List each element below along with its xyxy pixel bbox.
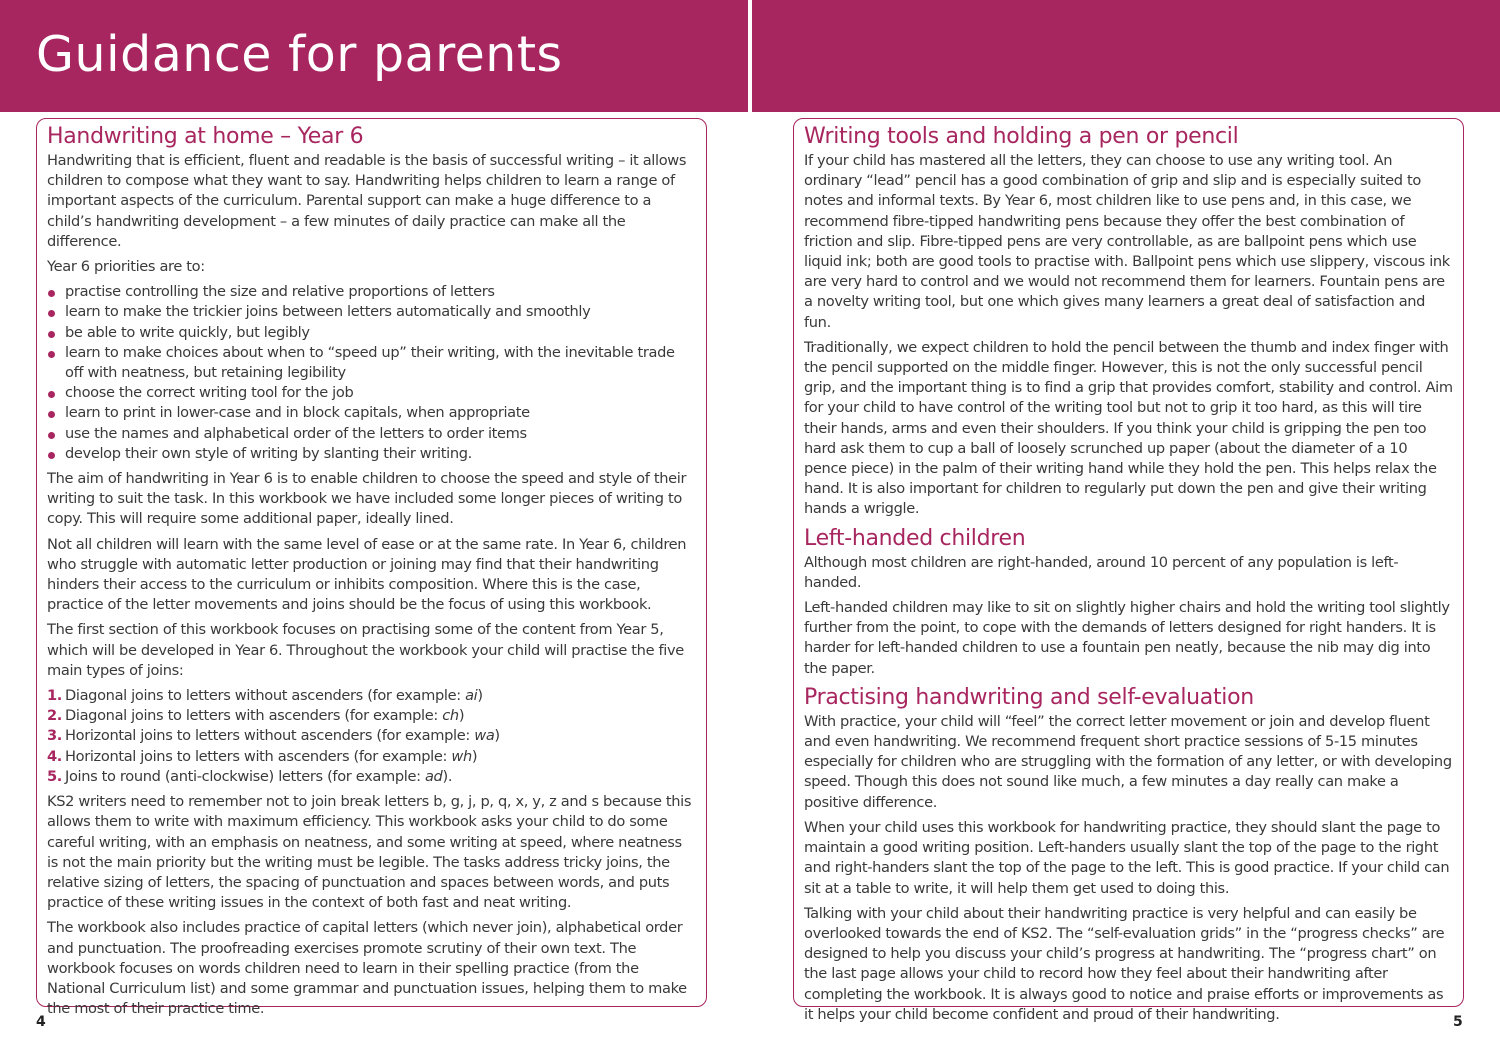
list-item: 3. Horizontal joins to letters without ascenders (for example: wa) [47, 726, 696, 746]
list-item: choose the correct writing tool for the job [47, 383, 696, 403]
right-panel [793, 118, 1464, 1023]
left-panel [36, 118, 707, 1018]
list-item: develop their own style of writing by slanting their writing. [47, 444, 696, 464]
practice-paragraph-2: When your child uses this workbook for handwriting practice, they should slant the page to maintain a good writing position. Left-handers usually slant the top of the page to the right and right-handers slant the top of the page to the left. This is good practice. If your child can sit at a table to write, it will help them get used to doing this. [804, 818, 1450, 897]
tools-heading: Writing tools and holding a pen or pencil [804, 124, 1239, 149]
practice-paragraph-1: With practice, your child will “feel” the correct letter movement or join and develop fluent and even handwriting. We recommend frequent short practice sessions of 5-15 minutes especially for children who are struggling with the formation of any letter, or with developing speed. Though this does not sound like much, a few minutes a day really can make a positive difference. [804, 712, 1452, 811]
left-handed-heading: Left-handed children [804, 525, 1026, 551]
ks2-paragraph: KS2 writers need to remember not to join break letters b, g, j, p, q, x, y, z and s because this allows them to write with maximum efficiency. This workbook asks your child to do some careful writing, with an emphasis on neatness, and some writing at speed, where neatness is not the main priority but the writing must be legible. The tasks address tricky joins, the relative sizing of letters, the spacing of punctuation and spaces between words, and puts practice of these writing issues in the context of both fast and neat writing. [47, 793, 692, 912]
page-title: Guidance for parents [36, 26, 563, 83]
list-item: 5. Joins to round (anti-clockwise) letters (for example: ad). [47, 767, 696, 787]
page-number-right: 5 [1453, 1014, 1463, 1030]
left-handed-paragraph-1: Although most children are right-handed, around 10 percent of any population is left-handed. [804, 553, 1399, 591]
practice-heading: Practising handwriting and self-evaluation [804, 684, 1254, 710]
left-handed-paragraph-2: Left-handed children may like to sit on slightly higher chairs and hold the writing tool slightly further from the point, to cope with the demands of letters designed for right handers. It is harder for left-handed children to use a fountain pen neatly, because the nib may dig into the paper. [804, 599, 1450, 677]
tools-paragraph-2: Traditionally, we expect children to hold the pencil between the thumb and index finger with the pencil supported on the middle finger. However, this is not the only successful pencil grip, and the important thing is to find a grip that provides comfort, stability and control. Aim for your child to have control of the writing tool but not to grip it too hard, as this will tire their hands, arms and even their shoulders. If you think your child is gripping the pen too hard ask them to cup a ball of loosely scrunched up paper (about the diameter of a 10 pence piece) in the palm of their writing hand while they hold the pen. This helps relax the hand. It is also important for children to regularly put down the pen and give their writing hands a wriggle. [804, 338, 1453, 518]
list-item: practise controlling the size and relative proportions of letters [47, 282, 696, 302]
header-banner-curve [0, 96, 1500, 118]
page-number-left: 4 [36, 1014, 46, 1030]
list-item: learn to make choices about when to “speed up” their writing, with the inevitable trade off with neatness, but retaining legibility [47, 343, 696, 383]
list-item: use the names and alphabetical order of the letters to order items [47, 424, 696, 444]
list-item: 4. Horizontal joins to letters with ascenders (for example: wh) [47, 747, 696, 767]
struggle-paragraph: Not all children will learn with the same level of ease or at the same rate. In Year 6, children who struggle with automatic letter production or joining may find that their handwriting hinders their access to the curriculum or inhibits composition. Where this is the case, practice of the letter movements and joins should be the focus of using this workbook. [47, 535, 687, 614]
tools-paragraph-1: If your child has mastered all the letters, they can choose to use any writing tool. An ordinary “lead” pencil has a good combination of grip and slip and is especially suited to notes and informal texts. By Year 6, most children like to use pens and, in this case, we recommend fibre-tipped handwriting pens because they offer the best combination of friction and slip. Fibre-tipped pens are very controllable, as are ballpoint pens which use liquid ink; both are good tools to practise with. Ballpoint pens which use slippery, viscous ink are very hard to control and we would not recommend them for learners. Fountain pens are a novelty writing tool, but one which gives many learners a great deal of satisfaction and fun. [804, 152, 1450, 331]
priorities-intro: Year 6 priorities are to: [47, 258, 205, 276]
aim-paragraph: The aim of handwriting in Year 6 is to enable children to choose the speed and style of their writing to suit the task. In this workbook we have included some longer pieces of writing to copy. This will require some additional paper, ideally lined. [47, 470, 687, 528]
list-item: be able to write quickly, but legibly [47, 323, 696, 343]
list-number: 5. [47, 767, 62, 785]
first-section-paragraph: The first section of this workbook focuses on practising some of the content from Year 5, which will be developed in Year 6. Throughout the workbook your child will practise the five main types of joins: [47, 621, 684, 679]
list-item: learn to print in lower-case and in block capitals, when appropriate [47, 403, 696, 423]
list-number: 4. [47, 747, 62, 765]
list-item: 2. Diagonal joins to letters with ascenders (for example: ch) [47, 706, 696, 726]
list-item: learn to make the trickier joins between letters automatically and smoothly [47, 302, 696, 322]
capitals-paragraph: The workbook also includes practice of capital letters (which never join), alphabetical order and punctuation. The proofreading exercises promote scrutiny of their own text. The workbook focuses on words children need to learn in their spelling practice (from the National Curriculum list) and some grammar and punctuation issues, helping them to make the most of their practice time. [47, 919, 687, 1018]
list-number: 1. [47, 687, 62, 705]
practice-paragraph-3: Talking with your child about their handwriting practice is very helpful and can easily be overlooked towards the end of KS2. The “self-evaluation grids” in the “progress checks” are designed to help you discuss your child’s progress at handwriting. The “progress chart” on the last page allows your child to record how they feel about their handwriting after completing the workbook. It is always good to notice and praise efforts or improvements as it helps your child become confident and proud of their handwriting. [804, 904, 1445, 1023]
list-item: 1. Diagonal joins to letters without ascenders (for example: ai) [47, 686, 696, 706]
intro-paragraph: Handwriting that is efficient, fluent and readable is the basis of successful writing – it allows children to compose what they want to say. Handwriting helps children to learn a range of important aspects of the curriculum. Parental support can make a huge difference to a child’s handwriting development – a few minutes of daily practice can make all the difference. [47, 152, 687, 250]
joins-list [47, 686, 696, 787]
list-number: 3. [47, 727, 62, 745]
list-number: 2. [47, 707, 62, 725]
left-heading: Handwriting at home – Year 6 [47, 124, 364, 149]
priorities-list [47, 282, 696, 464]
